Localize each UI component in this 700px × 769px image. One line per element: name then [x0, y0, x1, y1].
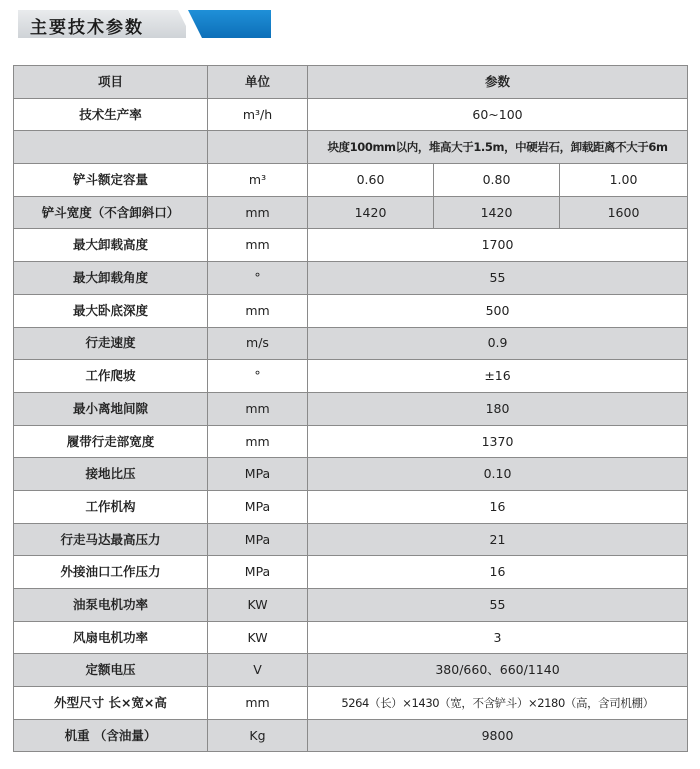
- row-name: 最大卸载角度: [14, 262, 208, 295]
- row-unit: °: [208, 360, 308, 393]
- table-row: [14, 458, 688, 491]
- row-unit: mm: [208, 196, 308, 229]
- row-unit: MPa: [208, 458, 308, 491]
- row-value-1: 0.60: [308, 164, 434, 197]
- row-value: 1370: [308, 425, 688, 458]
- row-value-note: 块度100mm以内，堆高大于1.5m，中硬岩石，卸载距离不大于6m: [308, 131, 688, 164]
- row-value: 0.9: [308, 327, 688, 360]
- row-value-1: 1420: [308, 196, 434, 229]
- table-row: [14, 589, 688, 622]
- row-unit: mm: [208, 425, 308, 458]
- row-unit: mm: [208, 294, 308, 327]
- row-value-3: 1.00: [560, 164, 688, 197]
- row-value: 0.10: [308, 458, 688, 491]
- row-name: 接地比压: [14, 458, 208, 491]
- header-unit: 单位: [208, 66, 308, 99]
- row-unit: MPa: [208, 490, 308, 523]
- row-name: 铲斗宽度（不含卸斜口）: [14, 196, 208, 229]
- row-name: 铲斗额定容量: [14, 164, 208, 197]
- row-unit: mm: [208, 392, 308, 425]
- row-unit: °: [208, 262, 308, 295]
- page-title: 主要技术参数: [30, 18, 144, 38]
- row-value: 3: [308, 621, 688, 654]
- row-value: 60~100: [308, 98, 688, 131]
- row-name: 工作机构: [14, 490, 208, 523]
- row-unit: m³/h: [208, 98, 308, 131]
- table-row: [14, 294, 688, 327]
- table-row: [14, 719, 688, 752]
- table-row: [14, 425, 688, 458]
- row-unit: mm: [208, 687, 308, 720]
- row-name: 行走马达最高压力: [14, 523, 208, 556]
- table-row: [14, 262, 688, 295]
- row-value: 55: [308, 589, 688, 622]
- row-name: 机重 （含油量）: [14, 719, 208, 752]
- row-value: 9800: [308, 719, 688, 752]
- row-unit: m³: [208, 164, 308, 197]
- row-name: 定额电压: [14, 654, 208, 687]
- row-value-2: 1420: [434, 196, 560, 229]
- row-name: [14, 131, 208, 164]
- spec-table: [13, 65, 688, 752]
- row-name: 风扇电机功率: [14, 621, 208, 654]
- table-header-row: [14, 66, 688, 99]
- row-value-2: 0.80: [434, 164, 560, 197]
- row-name: 外接油口工作压力: [14, 556, 208, 589]
- row-name: 技术生产率: [14, 98, 208, 131]
- row-value: 16: [308, 490, 688, 523]
- row-name: 外型尺寸 长×宽×高: [14, 687, 208, 720]
- row-value: 5264（长）×1430（宽，不含铲斗）×2180（高，含司机棚）: [308, 687, 688, 720]
- table-row: [14, 98, 688, 131]
- table-row: [14, 196, 688, 229]
- row-value: 1700: [308, 229, 688, 262]
- section-title-bar: [18, 10, 271, 38]
- row-unit: MPa: [208, 556, 308, 589]
- row-name: 油泵电机功率: [14, 589, 208, 622]
- table-row: [14, 654, 688, 687]
- row-value: 16: [308, 556, 688, 589]
- row-value: 55: [308, 262, 688, 295]
- table-row: [14, 229, 688, 262]
- row-unit: KW: [208, 621, 308, 654]
- row-unit: KW: [208, 589, 308, 622]
- table-row: [14, 164, 688, 197]
- row-value: 21: [308, 523, 688, 556]
- row-name: 行走速度: [14, 327, 208, 360]
- table-row: [14, 490, 688, 523]
- row-name: 最小离地间隙: [14, 392, 208, 425]
- row-name: 最大卧底深度: [14, 294, 208, 327]
- row-unit: [208, 131, 308, 164]
- row-unit: MPa: [208, 523, 308, 556]
- header-params: 参数: [308, 66, 688, 99]
- table-row: [14, 523, 688, 556]
- table-row: [14, 621, 688, 654]
- table-row: [14, 360, 688, 393]
- row-value: 500: [308, 294, 688, 327]
- row-name: 最大卸载高度: [14, 229, 208, 262]
- row-unit: mm: [208, 229, 308, 262]
- row-name: 工作爬坡: [14, 360, 208, 393]
- row-value: 380/660、660/1140: [308, 654, 688, 687]
- header-item: 项目: [14, 66, 208, 99]
- table-row: [14, 327, 688, 360]
- row-unit: Kg: [208, 719, 308, 752]
- row-value-3: 1600: [560, 196, 688, 229]
- table-row: [14, 687, 688, 720]
- row-name: 履带行走部宽度: [14, 425, 208, 458]
- row-value: 180: [308, 392, 688, 425]
- table-row: [14, 556, 688, 589]
- table-row: [14, 131, 688, 164]
- row-unit: m/s: [208, 327, 308, 360]
- row-unit: V: [208, 654, 308, 687]
- table-row: [14, 392, 688, 425]
- row-value: ±16: [308, 360, 688, 393]
